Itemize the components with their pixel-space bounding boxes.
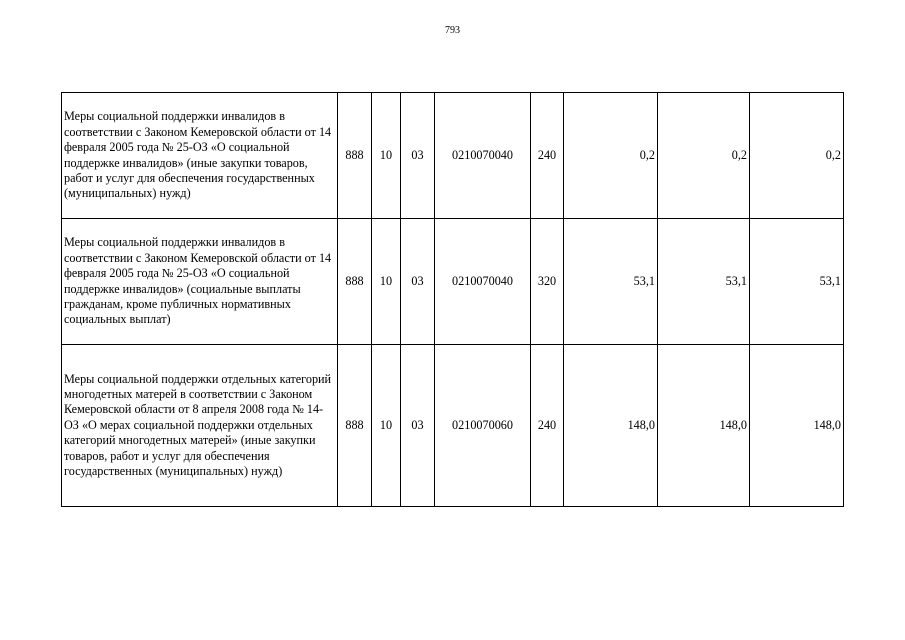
- table-row: [62, 93, 844, 219]
- amount-3: 0,2: [750, 93, 844, 219]
- section-code: 10: [372, 345, 401, 507]
- amount-3: 148,0: [750, 345, 844, 507]
- expense-type-code: 240: [531, 345, 564, 507]
- table-row: [62, 219, 844, 345]
- amount-2: 0,2: [658, 93, 750, 219]
- expense-type-code: 320: [531, 219, 564, 345]
- expense-type-code: 240: [531, 93, 564, 219]
- amount-1: 0,2: [564, 93, 658, 219]
- subsection-code: 03: [401, 345, 435, 507]
- amount-1: 148,0: [564, 345, 658, 507]
- table-row: [62, 345, 844, 507]
- target-article-code: 0210070040: [435, 93, 531, 219]
- section-code: 10: [372, 219, 401, 345]
- budget-table: [61, 92, 844, 507]
- page-number: 793: [445, 25, 460, 36]
- ministry-code: 888: [338, 219, 372, 345]
- amount-3: 53,1: [750, 219, 844, 345]
- target-article-code: 0210070040: [435, 219, 531, 345]
- subsection-code: 03: [401, 93, 435, 219]
- target-article-code: 0210070060: [435, 345, 531, 507]
- row-description: Меры социальной поддержки инвалидов в соответствии с Законом Кемеровской области от 14 февраля 2005 года № 25-ОЗ «О социальной поддержке инвалидов» (социальные выплаты гражданам, кроме публичных нормативных социальных выплат): [62, 219, 338, 345]
- amount-1: 53,1: [564, 219, 658, 345]
- row-description: Меры социальной поддержки инвалидов в соответствии с Законом Кемеровской области от 14 февраля 2005 года № 25-ОЗ «О социальной поддержке инвалидов» (иные закупки товаров, работ и услуг для обеспечения государственных (муниципальных) нужд): [62, 93, 338, 219]
- subsection-code: 03: [401, 219, 435, 345]
- amount-2: 53,1: [658, 219, 750, 345]
- amount-2: 148,0: [658, 345, 750, 507]
- ministry-code: 888: [338, 93, 372, 219]
- row-description: Меры социальной поддержки отдельных категорий многодетных матерей в соответствии с Законом Кемеровской области от 8 апреля 2008 года № 14-ОЗ «О мерах социальной поддержки отдельных категорий многодетных матерей» (иные закупки товаров, работ и услуг для обеспечения государственных (муниципальных) нужд): [62, 345, 338, 507]
- ministry-code: 888: [338, 345, 372, 507]
- section-code: 10: [372, 93, 401, 219]
